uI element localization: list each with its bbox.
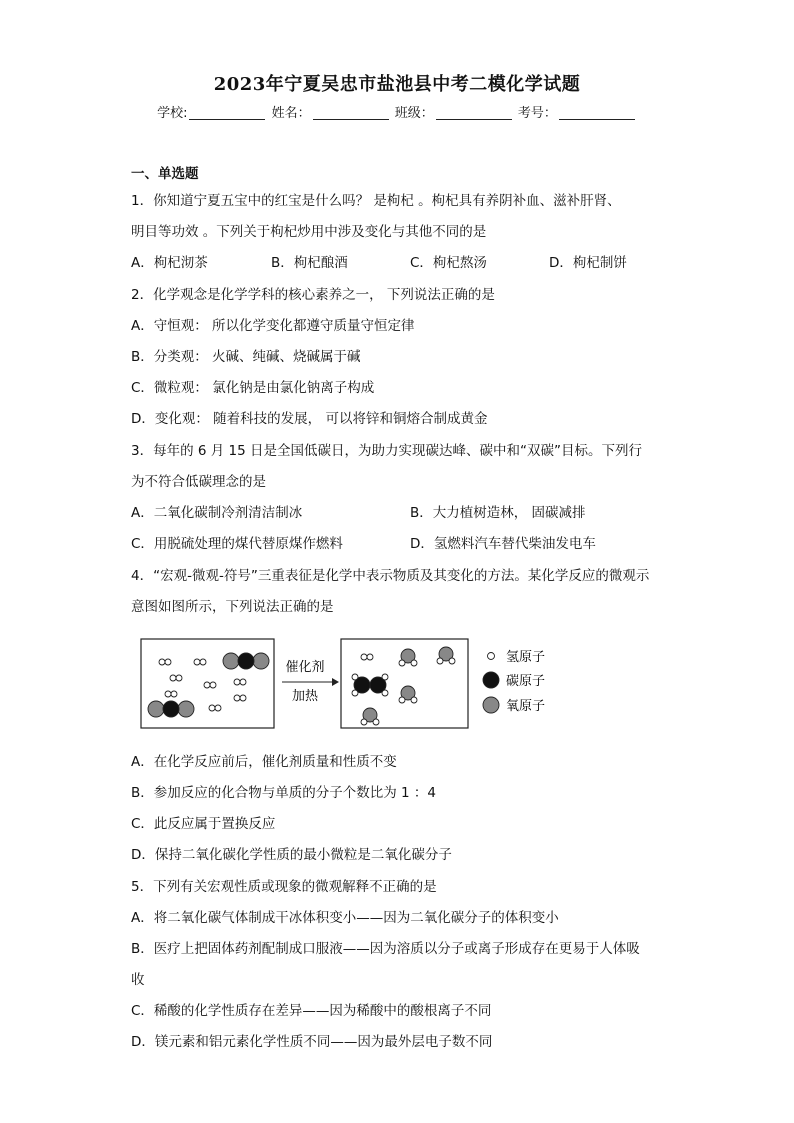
q4-option-d[interactable]: D．保持二氧化碳化学性质的最小微粒是二氧化碳分子 <box>131 847 452 863</box>
oxygen-atom-icon <box>483 697 499 713</box>
class-label: 班级： <box>394 106 434 121</box>
q1-option-a[interactable]: A．枸杞沏茶 <box>131 255 208 271</box>
q3-stem-line2: 为不符合低碳理念的是 <box>131 474 266 490</box>
hydrogen-atom-icon <box>488 653 495 660</box>
page-title: 2023年宁夏吴忠市盐池县中考二模化学试题 <box>213 74 581 95</box>
q5-stem: 5．下列有关宏观性质或现象的微观解释不正确的是 <box>131 879 437 895</box>
q1-option-b[interactable]: B．枸杞酿酒 <box>271 255 348 271</box>
q1-option-d[interactable]: D．枸杞制饼 <box>549 255 627 271</box>
legend-oxygen: 氧原子 <box>506 698 546 713</box>
q3-option-a[interactable]: A．二氧化碳制冷剂清洁制冰 <box>131 505 303 521</box>
section-heading: 一、单选题 <box>131 166 199 182</box>
q5-option-a[interactable]: A．将二氧化碳气体制成干冰体积变小——因为二氧化碳分子的体积变小 <box>131 910 559 926</box>
q3-stem-line1: 3．每年的 6 月 15 日是全国低碳日，为助力实现碳达峰、碳中和“双碳”目标。下列行 <box>131 443 643 459</box>
q5-option-b-line1[interactable]: B．医疗上把固体药剂配制成口服液——因为溶质以分子或离子形成存在更易于人体吸 <box>131 941 640 957</box>
name-blank[interactable] <box>313 105 389 120</box>
q2-stem: 2．化学观念是化学学科的核心素养之一， 下列说法正确的是 <box>131 287 495 303</box>
student-info-row <box>0 102 794 121</box>
q2-option-c[interactable]: C．微粒观： 氯化钠是由氯化钠离子构成 <box>131 380 375 396</box>
exam-number-label: 考号： <box>517 106 557 121</box>
arrow-head-icon <box>332 678 339 686</box>
class-blank[interactable] <box>436 105 512 120</box>
q4-option-c[interactable]: C．此反应属于置换反应 <box>131 816 276 832</box>
q2-option-b[interactable]: B．分类观： 火碱、纯碱、烧碱属于碱 <box>131 349 361 365</box>
q1-stem-line2: 明目等功效 。下列关于枸杞炒用中涉及变化与其他不同的是 <box>131 224 487 240</box>
reaction-diagram <box>140 638 570 733</box>
exam-number-blank[interactable] <box>559 105 635 120</box>
q4-stem-line1: 4．“宏观-微观-符号”三重表征是化学中表示物质及其变化的方法。某化学反应的微观示 <box>131 568 650 584</box>
school-blank[interactable] <box>189 105 265 120</box>
q3-option-d[interactable]: D．氢燃料汽车替代柴油发电车 <box>410 536 596 552</box>
q5-option-d[interactable]: D．镁元素和铝元素化学性质不同——因为最外层电子数不同 <box>131 1034 493 1050</box>
q2-option-d[interactable]: D．变化观： 随着科技的发展， 可以将锌和铜熔合制成黄金 <box>131 411 488 427</box>
q5-option-c[interactable]: C．稀酸的化学性质存在差异——因为稀酸中的酸根离子不同 <box>131 1003 492 1019</box>
q2-option-a[interactable]: A．守恒观： 所以化学变化都遵守质量守恒定律 <box>131 318 415 334</box>
legend-carbon: 碳原子 <box>506 673 546 688</box>
q4-option-b[interactable]: B．参加反应的化合物与单质的分子个数比为 1 ：4 <box>131 785 437 801</box>
school-label: 学校: <box>157 106 188 121</box>
q1-stem-line1: 1．你知道宁夏五宝中的红宝是什么吗？ 是枸杞 。枸杞具有养阴补血、滋补肝肾、 <box>131 193 621 209</box>
q4-option-a[interactable]: A．在化学反应前后，催化剂质量和性质不变 <box>131 754 397 770</box>
name-label: 姓名： <box>271 106 311 121</box>
q1-option-c[interactable]: C．枸杞熬汤 <box>410 255 487 271</box>
q3-option-c[interactable]: C．用脱硫处理的煤代替原煤作燃料 <box>131 536 343 552</box>
q5-option-b-line2[interactable]: 收 <box>131 972 145 988</box>
q3-option-b[interactable]: B．大力植树造林， 固碳减排 <box>410 505 586 521</box>
q4-stem-line2: 意图如图所示，下列说法正确的是 <box>131 599 334 615</box>
carbon-atom-icon <box>483 672 499 688</box>
legend-hydrogen: 氢原子 <box>506 649 546 664</box>
arrow-condition-catalyst: 催化剂 <box>285 659 325 674</box>
arrow-condition-heating: 加热 <box>291 688 319 703</box>
